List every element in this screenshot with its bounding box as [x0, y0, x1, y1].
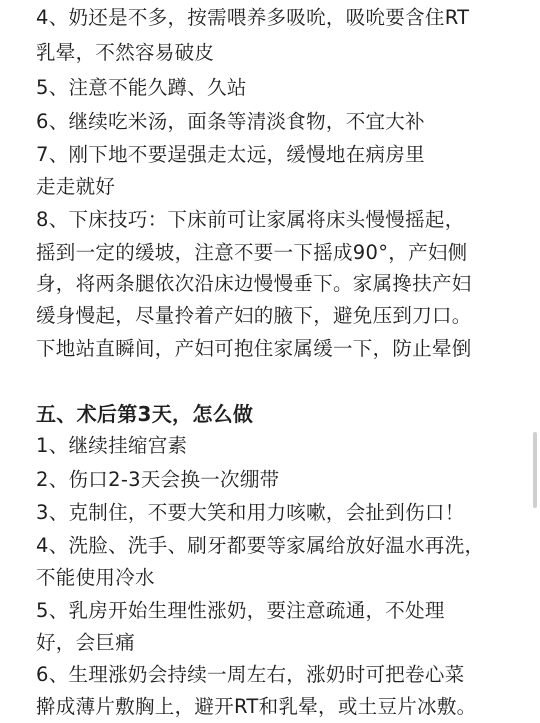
text-line: 4、洗脸、洗手、刷牙都要等家属给放好温水再洗， — [36, 534, 485, 557]
text-line: 乳晕，不然容易破皮 — [36, 41, 215, 64]
text-line: 不能使用冷水 — [36, 566, 155, 589]
text-line: 擀成薄片敷胸上，避开RT和乳晕，或土豆片冰敷。 — [36, 695, 477, 718]
text-line: 7、刚下地不要逞强走太远，缓慢地在病房里 — [36, 143, 425, 166]
text-line: 好，会巨痛 — [36, 631, 136, 654]
text-line: 5、乳房开始生理性涨奶，要注意疏通，不处理 — [36, 599, 445, 622]
scrollbar[interactable] — [533, 432, 537, 508]
text-line: 1、继续挂缩宫素 — [36, 434, 188, 457]
text-line: 身，将两条腿依次沿床边慢慢垂下。家属搀扶产妇 — [36, 272, 472, 295]
text-line: 5、注意不能久蹲、久站 — [36, 76, 247, 99]
text-line: 4、奶还是不多，按需喂养多吸吮，吸吮要含住RT — [36, 6, 470, 29]
text-line: 缓身慢起，尽量拎着产妇的腋下，避免压到刀口。 — [36, 304, 472, 327]
section-heading: 五、术后第3天，怎么做 — [36, 402, 254, 426]
text-line: 走走就好 — [36, 175, 116, 198]
text-line: 6、生理涨奶会持续一周左右，涨奶时可把卷心菜 — [36, 663, 465, 686]
text-line: 3、克制住，不要大笑和用力咳嗽，会扯到伤口！ — [36, 501, 465, 524]
text-line: 摇到一定的缓坡，注意不要一下摇成90°，产妇侧 — [36, 241, 468, 264]
text-line: 2、伤口2-3天会换一次绷带 — [36, 468, 280, 491]
text-line: 下地站直瞬间，产妇可抱住家属缓一下，防止晕倒 — [36, 337, 472, 360]
text-line: 8、下床技巧：下床前可让家属将床头慢慢摇起， — [36, 208, 465, 231]
text-line: 6、继续吃米汤，面条等清淡食物，不宜大补 — [36, 110, 425, 133]
